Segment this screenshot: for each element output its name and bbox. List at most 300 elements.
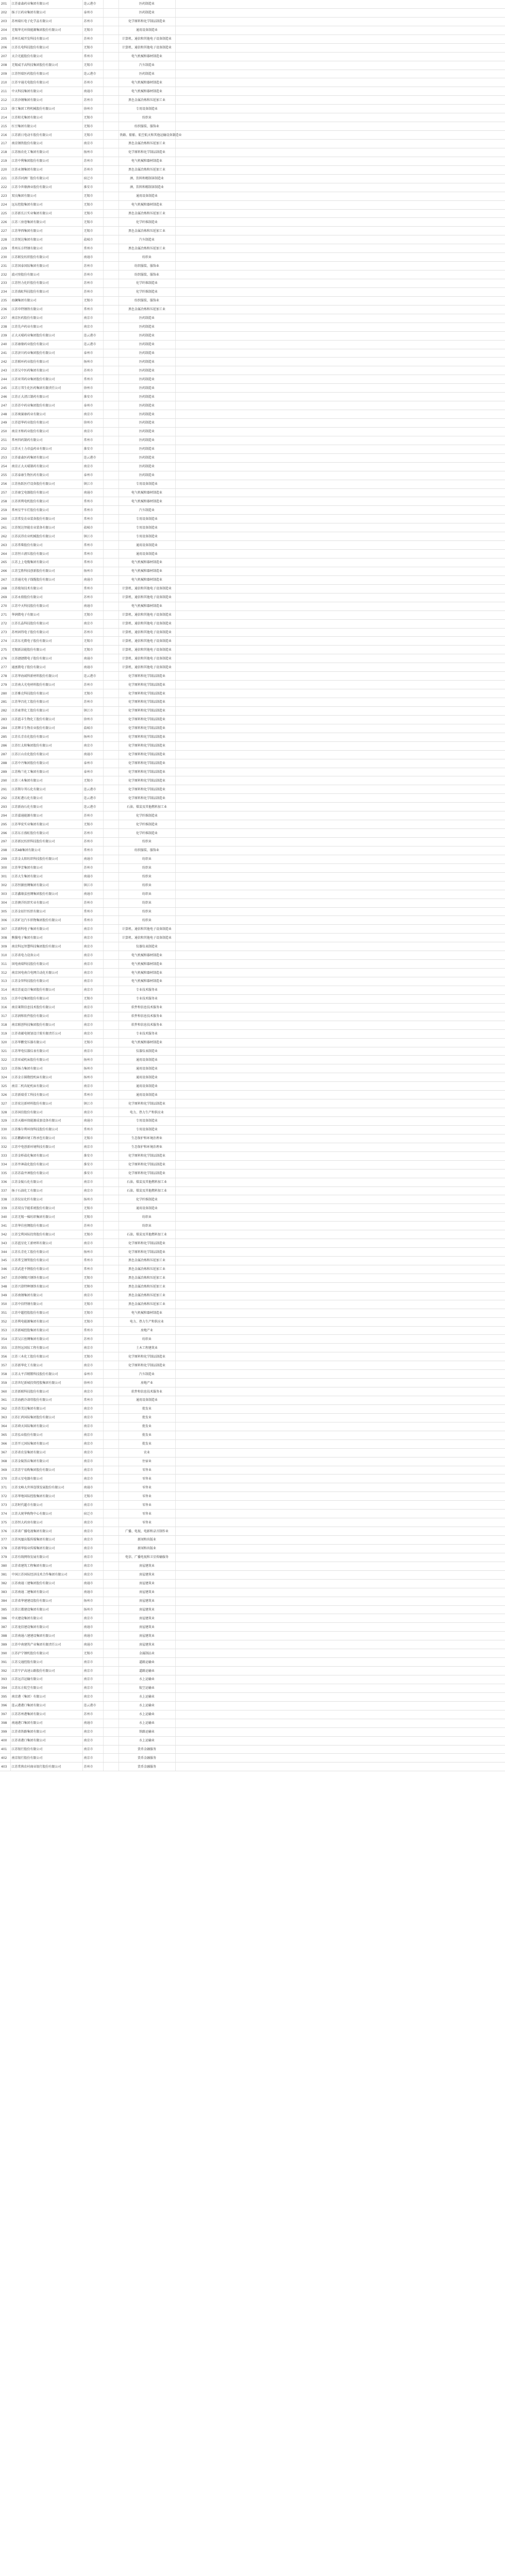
table-row [0,872,505,881]
city-cell: 南京市 [82,1736,103,1745]
blank-cell [103,0,119,8]
table-row [0,1667,505,1675]
table-row [0,1754,505,1762]
industry-cell: 电气机械和器材制造业 [119,157,175,165]
table-row [0,541,505,550]
industry-cell: 通用设备制造业 [119,1204,175,1213]
blank-cell [175,881,505,890]
rank-cell: 241 [0,349,10,358]
industry-cell: 计算机、通信和其他电子设备制造业 [119,925,175,934]
rank-cell: 375 [0,1518,10,1527]
table-row [0,567,505,575]
company-name-cell: 江苏金陵石化有限公司 [10,1178,82,1187]
blank-cell [103,960,119,969]
industry-cell: 医药制造业 [119,401,175,410]
industry-cell: 黑色金属冶炼和压延加工业 [119,140,175,148]
city-cell: 常州市 [82,1091,103,1099]
company-name-cell: 扬子石油化工有限公司 [10,1187,82,1195]
company-name-cell: 江苏文峰大世界连锁发展股份有限公司 [10,1483,82,1492]
company-name-cell: 江苏辉丰生物农业股份有限公司 [10,724,82,733]
blank-cell [175,113,505,122]
company-name-cell: 徐工集团工程机械股份有限公司 [10,105,82,113]
rank-cell: 239 [0,331,10,340]
industry-cell: 零售业 [119,1501,175,1510]
rank-cell: 339 [0,1204,10,1213]
blank-cell [175,890,505,899]
company-name-cell: 江苏恒力化纤股份有限公司 [10,279,82,288]
blank-cell [103,375,119,384]
industry-cell: 化学原料和化学制品制造业 [119,17,175,26]
blank-cell [103,78,119,87]
blank-cell [103,1745,119,1754]
table-row [0,209,505,218]
table-row [0,969,505,977]
industry-cell: 电信、广播电视和卫星传输服务 [119,1553,175,1562]
table-row [0,183,505,192]
blank-cell [175,1762,505,1771]
industry-cell: 新闻和出版业 [119,1536,175,1545]
industry-cell: 黑色金属冶炼和压延加工业 [119,165,175,174]
city-cell: 盐城市 [82,235,103,244]
city-cell: 南京市 [82,1675,103,1684]
table-row [0,488,505,497]
blank-cell [175,78,505,87]
rank-cell: 360 [0,1387,10,1396]
blank-cell [103,1151,119,1160]
blank-cell [103,393,119,401]
company-name-cell: 江苏省港口集团有限公司 [10,1736,82,1745]
blank-cell [175,296,505,305]
table-row [0,1640,505,1649]
blank-cell [175,681,505,689]
industry-cell: 医药制造业 [119,314,175,323]
industry-cell: 纺织业 [119,855,175,863]
city-cell: 镇江市 [82,881,103,890]
company-name-cell: 国电南瑞科技股份有限公司 [10,960,82,969]
blank-cell [103,113,119,122]
company-name-cell: 通富微电子股份有限公司 [10,663,82,672]
blank-cell [175,759,505,768]
city-cell: 无锡市 [82,1204,103,1213]
industry-cell: 计算机、通信和其他电子设备制造业 [119,637,175,646]
company-name-cell: 苏州固锝电子股份有限公司 [10,628,82,637]
rank-cell: 379 [0,1553,10,1562]
blank-cell [175,1282,505,1291]
rank-cell: 256 [0,480,10,488]
blank-cell [103,244,119,253]
blank-cell [103,1160,119,1169]
company-name-cell: 江苏龙信建设集团有限公司 [10,1623,82,1632]
company-name-cell: 江苏恒瑞医药股份有限公司 [10,70,82,78]
city-cell: 常州市 [82,541,103,550]
blank-cell [175,1675,505,1684]
industry-cell: 黑色金属冶炼和压延加工业 [119,1265,175,1274]
rank-cell: 244 [0,375,10,384]
industry-cell: 专用设备制造业 [119,105,175,113]
table-row [0,1536,505,1545]
table-row [0,1073,505,1082]
table-row [0,1562,505,1570]
blank-cell [175,235,505,244]
table-row [0,1091,505,1099]
company-name-cell: 扬子江药业集团有限公司 [10,8,82,17]
blank-cell [175,593,505,602]
rank-cell: 277 [0,663,10,672]
company-name-cell: 中天科技集团有限公司 [10,87,82,96]
table-row [0,1143,505,1151]
city-cell: 南京市 [82,1727,103,1736]
blank-cell [103,1640,119,1649]
city-cell: 南通市 [82,575,103,584]
company-name-cell: 江苏扬农化工集团有限公司 [10,148,82,157]
rank-cell: 311 [0,960,10,969]
rank-cell: 250 [0,427,10,436]
city-cell: 无锡市 [82,131,103,140]
table-row [0,584,505,593]
blank-cell [175,994,505,1003]
industry-cell: 黑色金属冶炼和压延加工业 [119,1274,175,1282]
company-name-cell: 江苏雷利电机股份有限公司 [10,497,82,506]
company-name-cell: 江苏新科电子集团有限公司 [10,925,82,934]
table-row [0,689,505,698]
industry-cell: 化学原料和化学制品制造业 [119,689,175,698]
rank-cell: 347 [0,1274,10,1282]
blank-cell [175,506,505,515]
city-cell: 南京市 [82,1361,103,1370]
blank-cell [175,497,505,506]
city-cell: 无锡市 [82,820,103,829]
table-row [0,960,505,969]
company-name-cell: 江苏中丹集团股份有限公司 [10,759,82,768]
city-cell: 无锡市 [82,1300,103,1309]
blank-cell [175,654,505,663]
industry-cell: 电气机械和器材制造业 [119,1309,175,1317]
company-name-cell: 江苏沃得农业机械股份有限公司 [10,532,82,541]
blank-cell [103,384,119,393]
industry-cell: 医药制造业 [119,366,175,375]
rank-cell: 346 [0,1265,10,1274]
table-row [0,715,505,724]
company-name-cell: 江苏苏盐井神股份有限公司 [10,1169,82,1178]
city-cell: 苏州市 [82,593,103,602]
company-name-cell: 江苏沪宁钢机股份有限公司 [10,1649,82,1658]
company-name-cell: 江苏索普化工股份有限公司 [10,706,82,715]
city-cell: 南京市 [82,1501,103,1510]
company-name-cell: 江苏天士力帝益药业有限公司 [10,445,82,453]
blank-cell [175,471,505,480]
table-row [0,1047,505,1056]
blank-cell [175,741,505,750]
company-name-cell: 远东控股集团有限公司 [10,200,82,209]
industry-cell: 医药制造业 [119,349,175,358]
rank-cell: 402 [0,1754,10,1762]
rank-cell: 403 [0,1762,10,1771]
blank-cell [103,715,119,724]
blank-cell [103,148,119,157]
company-name-cell: 江苏恒大药房有限公司 [10,1518,82,1527]
city-cell: 南京市 [82,934,103,942]
industry-cell: 计算机、通信和其他电子设备制造业 [119,619,175,628]
blank-cell [175,698,505,707]
blank-cell [103,314,119,323]
blank-cell [175,1448,505,1457]
industry-cell: 通用设备制造业 [119,1091,175,1099]
rank-cell: 343 [0,1239,10,1248]
industry-cell: 房屋建筑业 [119,1614,175,1623]
industry-cell: 房地产业 [119,1326,175,1335]
company-name-cell: 江苏梅兰化工集团有限公司 [10,768,82,776]
blank-cell [175,872,505,881]
table-row [0,471,505,480]
blank-cell [175,1422,505,1431]
city-cell: 南京市 [82,323,103,331]
industry-cell: 房屋建筑业 [119,1597,175,1605]
table-row [0,1492,505,1501]
rank-cell: 344 [0,1248,10,1257]
blank-cell [175,262,505,270]
blank-cell [103,192,119,200]
blank-cell [175,200,505,209]
industry-cell: 化学纤维制造业 [119,829,175,838]
table-row [0,759,505,768]
table-row [0,1475,505,1483]
blank-cell [103,140,119,148]
table-row [0,480,505,488]
blank-cell [175,1658,505,1667]
blank-cell [103,1370,119,1379]
rank-cell: 201 [0,0,10,8]
industry-cell: 道路运输业 [119,1667,175,1675]
company-name-cell: 江苏省铁路集团有限公司 [10,1727,82,1736]
blank-cell [175,1160,505,1169]
company-name-cell: 江苏兴澄特种钢铁有限公司 [10,1282,82,1291]
table-row [0,436,505,445]
city-cell: 苏州市 [82,681,103,689]
blank-cell [103,1719,119,1727]
rank-cell: 226 [0,218,10,227]
city-cell: 扬州市 [82,1056,103,1064]
rank-cell: 387 [0,1623,10,1632]
table-row [0,1501,505,1510]
company-name-cell: 无锡新洁能股份有限公司 [10,646,82,654]
company-name-cell: 江苏金陵饭店集团有限公司 [10,1457,82,1466]
blank-cell [103,593,119,602]
blank-cell [175,1134,505,1143]
rank-cell: 400 [0,1736,10,1745]
company-name-cell: 江苏三房巷集团有限公司 [10,218,82,227]
table-row [0,1762,505,1771]
city-cell: 连云港市 [82,794,103,803]
table-row [0,829,505,838]
table-row [0,654,505,663]
blank-cell [175,1230,505,1239]
city-cell: 无锡市 [82,61,103,70]
table-row [0,785,505,794]
company-name-cell: 江苏捷捷微电子股份有限公司 [10,654,82,663]
table-row [0,253,505,262]
blank-cell [103,1257,119,1265]
blank-cell [103,52,119,61]
blank-cell [175,794,505,803]
blank-cell [103,1431,119,1439]
company-name-cell: 江苏今世缘酒业股份有限公司 [10,183,82,192]
blank-cell [103,1667,119,1675]
table-row [0,427,505,436]
city-cell: 无锡市 [82,122,103,131]
table-row [0,244,505,253]
blank-cell [175,1257,505,1265]
city-cell: 连云港市 [82,785,103,794]
blank-cell [175,1562,505,1570]
company-name-cell: 江苏省建筑工程集团有限公司 [10,1562,82,1570]
blank-cell [175,724,505,733]
city-cell: 无锡市 [82,689,103,698]
blank-cell [175,515,505,523]
industry-cell: 医药制造业 [119,331,175,340]
city-cell: 无锡市 [82,43,103,52]
blank-cell [103,1309,119,1317]
blank-cell [103,934,119,942]
industry-cell: 化学原料和化学制品制造业 [119,785,175,794]
industry-cell: 铁路运输业 [119,1727,175,1736]
industry-cell: 电力、热力生产和供应业 [119,1317,175,1326]
industry-cell: 房屋建筑业 [119,1640,175,1649]
table-row [0,1379,505,1387]
blank-cell [175,1510,505,1518]
blank-cell [103,1379,119,1387]
company-name-cell: 江苏华宏实业集团有限公司 [10,820,82,829]
industry-cell: 纺织业 [119,872,175,881]
blank-cell [175,1614,505,1623]
blank-cell [103,419,119,428]
company-name-cell: 江苏东方盛虹股份有限公司 [10,829,82,838]
company-name-cell: 江苏AB集团有限公司 [10,846,82,855]
blank-cell [103,1701,119,1710]
blank-cell [175,1396,505,1405]
rank-cell: 393 [0,1675,10,1684]
table-row [0,1518,505,1527]
industry-cell: 计算机、通信和其他电子设备制造业 [119,663,175,672]
blank-cell [175,340,505,349]
city-cell: 常州市 [82,1396,103,1405]
table-row [0,1317,505,1326]
blank-cell [103,227,119,235]
table-row [0,1457,505,1466]
blank-cell [175,1178,505,1187]
industry-cell: 纺织业 [119,881,175,890]
city-cell: 南通市 [82,1588,103,1597]
blank-cell [175,1335,505,1344]
rank-cell: 315 [0,994,10,1003]
industry-cell: 化学原料和化学制品制造业 [119,672,175,681]
city-cell: 南通市 [82,1719,103,1727]
company-name-cell: 江苏苏美达集团有限公司 [10,1404,82,1413]
table-row [0,1387,505,1396]
city-cell: 苏州市 [82,899,103,907]
company-name-cell: 熊猫电子集团有限公司 [10,934,82,942]
blank-cell [175,1536,505,1545]
table-row [0,698,505,707]
rank-cell: 362 [0,1404,10,1413]
industry-cell: 零售业 [119,1518,175,1527]
rank-cell: 242 [0,358,10,366]
company-name-cell: 南京国电南自电网自动化有限公司 [10,969,82,977]
city-cell: 无锡市 [82,1352,103,1361]
rank-cell: 279 [0,681,10,689]
rank-cell: 219 [0,157,10,165]
industry-cell: 石油、煤炭及其他燃料加工业 [119,1187,175,1195]
blank-cell [103,366,119,375]
blank-cell [103,497,119,506]
blank-cell [175,1213,505,1222]
blank-cell [103,436,119,445]
blank-cell [103,1300,119,1309]
company-name-cell: 江苏奥赛康药业有限公司 [10,410,82,419]
blank-cell [103,1527,119,1536]
industry-cell: 专用设备制造业 [119,532,175,541]
city-cell: 常州市 [82,515,103,523]
blank-cell [103,296,119,305]
city-cell: 连云港市 [82,803,103,811]
table-row [0,1483,505,1492]
industry-cell: 电气机械和器材制造业 [119,969,175,977]
city-cell: 南京市 [82,986,103,994]
industry-cell: 医药制造业 [119,453,175,462]
blank-cell [175,375,505,384]
blank-cell [103,1614,119,1623]
city-cell: 无锡市 [82,192,103,200]
city-cell: 南京市 [82,951,103,960]
table-row [0,296,505,305]
table-row [0,811,505,820]
industry-cell: 化学纤维制造业 [119,811,175,820]
rank-cell: 394 [0,1684,10,1692]
industry-cell: 黑色金属冶炼和压延加工业 [119,227,175,235]
blank-cell [175,1387,505,1396]
blank-cell [175,846,505,855]
city-cell: 南京市 [82,1614,103,1623]
city-cell: 南京市 [82,741,103,750]
table-row [0,672,505,681]
blank-cell [103,1082,119,1091]
industry-cell: 黑色金属冶炼和压延加工业 [119,1282,175,1291]
industry-cell: 广播、电视、电影和录音制作业 [119,1527,175,1536]
blank-cell [103,358,119,366]
rank-cell: 309 [0,942,10,951]
rank-cell: 327 [0,1099,10,1108]
city-cell: 苏州市 [82,270,103,279]
rank-cell: 378 [0,1544,10,1553]
table-row [0,331,505,340]
industry-cell: 纺织业 [119,1222,175,1230]
rank-cell: 352 [0,1317,10,1326]
city-cell: 苏州市 [82,96,103,105]
rank-cell: 314 [0,986,10,994]
company-name-cell: 中国江苏国际经济技术合作集团有限公司 [10,1570,82,1579]
table-row [0,934,505,942]
city-cell: 盐城市 [82,523,103,532]
industry-cell: 零售业 [119,1510,175,1518]
blank-cell [103,706,119,715]
table-row [0,1134,505,1143]
table-row [0,462,505,471]
industry-cell: 铁路、船舶、航空航天和其他运输设备制造业 [119,131,175,140]
company-name-cell: 江苏南通二建集团有限公司 [10,1588,82,1597]
company-name-cell: 华润微电子有限公司 [10,611,82,619]
blank-cell [103,105,119,113]
company-name-cell: 江苏世纪新城投资控股集团有限公司 [10,1379,82,1387]
industry-cell: 通用设备制造业 [119,192,175,200]
